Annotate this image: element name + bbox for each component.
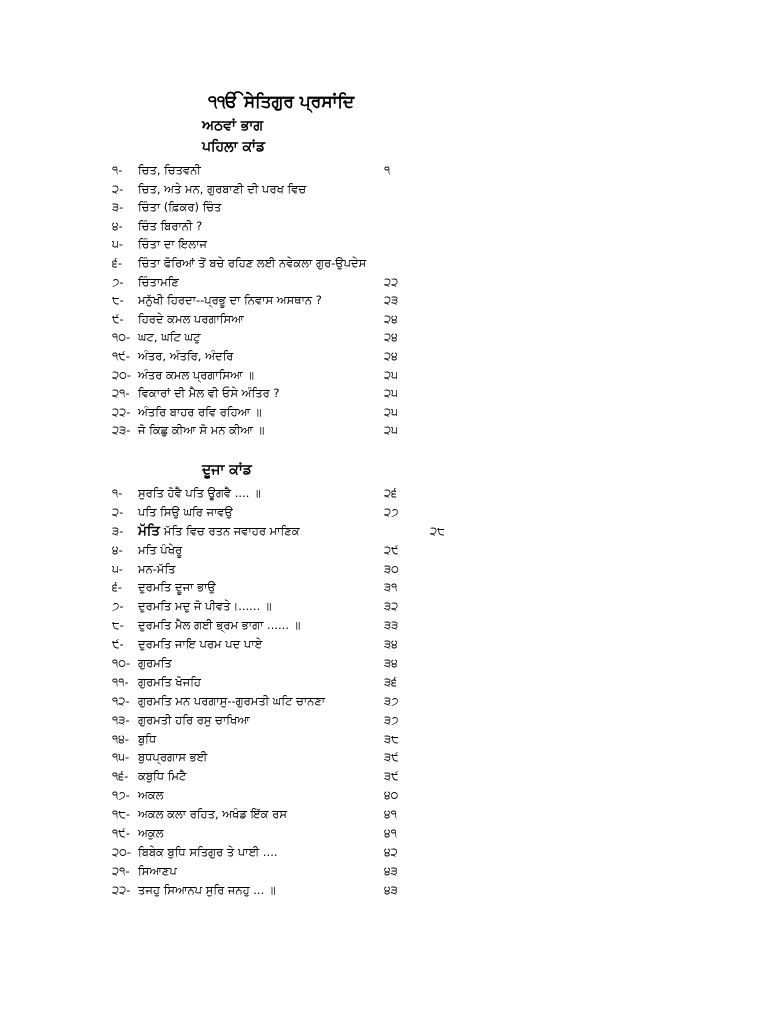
toc-entry-title <box>138 635 262 654</box>
toc-entry-text: ਚਿੰਤਾਮਣਿ <box>138 274 179 289</box>
toc-entry-title <box>138 254 366 273</box>
toc-entry-title <box>138 421 264 440</box>
toc-entry-page-number: ੩੨ <box>384 599 399 614</box>
toc-entry <box>112 384 452 403</box>
toc-entry-text: ਘਟ, ਘਟਿ ਘਟੁ <box>138 330 201 345</box>
toc-entry-text: ਚਿੰਤਾ ਫੋਰਿਆਂ ਤੋਂ ਬਚੇ ਰਹਿਣ ਲਈ ਨਵੇਕਲਾ ਗੁਰ-ਉਪਦੇਸ <box>138 255 367 270</box>
toc-entry <box>112 198 452 217</box>
toc-entry-text: ਬੁਧਪ੍ਰਗਾਸ ਭਈ <box>138 750 208 765</box>
toc-entry <box>112 235 452 254</box>
toc-entry-text: ਹਿਰਦੇ ਕਮਲ ਪਰਗਾਸਿਆ <box>138 311 244 326</box>
toc-entry-number: ੨੨- <box>112 404 131 419</box>
toc-entry-title <box>138 291 322 310</box>
toc-entry-title <box>138 881 276 900</box>
toc-entry-number: ੨੦- <box>112 844 132 859</box>
toc-entry-number: ੨੦- <box>112 367 132 382</box>
toc-entry-number: ੧੫- <box>112 750 130 765</box>
toc-entry <box>112 254 452 273</box>
toc-entry-number: ੩- <box>112 523 124 538</box>
toc-entry-page-number: ੩੮ <box>384 731 399 746</box>
toc-entry-page-number: ੪੩ <box>384 882 398 897</box>
toc-entry-page-number: ੧ <box>384 163 391 177</box>
toc-entry-text: ਅਕਲ ਕਲਾ ਰਹਿਤ, ਅਖੰਡ ਇੱਕ ਰਸ <box>138 807 287 822</box>
toc-entry-title <box>138 824 164 843</box>
toc-entry-title <box>138 748 207 767</box>
toc-entry-text: ਬੁਧਿ <box>138 731 157 746</box>
toc-entry-title <box>138 198 221 217</box>
toc-entry-text: ਗੁਰਮਤਿ ਮਨ ਪਰਗਾਸੁ--ਗੁਰਮਤੀ ਘਟਿ ਚਾਨਣਾ <box>138 693 326 708</box>
toc-entry-number: ੭- <box>112 599 124 614</box>
part-two-contents <box>112 484 452 900</box>
toc-entry-page-number: ੨੮ <box>430 523 445 538</box>
toc-entry-page-number: ੩੬ <box>384 674 398 689</box>
toc-entry-text: ਮੱਤਿ ਵਿਚ ਰਤਨ ਜਵਾਹਰ ਮਾਣਿਕ <box>163 523 300 538</box>
toc-entry-page-number: ੨੩ <box>384 293 399 308</box>
toc-entry-number: ੩- <box>112 200 124 215</box>
toc-entry-text: ਦੁਰਮਤਿ ਜਾਇ ਪਰਮ ਪਦ ਪਾਏ <box>138 637 263 652</box>
toc-entry-title <box>138 366 254 385</box>
toc-entry-page-number: ੨੫ <box>384 423 398 438</box>
toc-entry-page-number: ੨੫ <box>384 386 398 401</box>
toc-entry-number: ੪- <box>112 542 123 557</box>
toc-entry <box>112 541 452 560</box>
toc-entry <box>112 711 452 730</box>
toc-entry-text: ਕਬੁਧਿ ਮਿਟੈ <box>138 769 187 784</box>
toc-entry-title <box>138 310 244 329</box>
toc-entry-text: ਗੁਰਮਤਿ <box>138 656 172 671</box>
toc-entry <box>112 786 452 805</box>
toc-entry-number: ੧੨- <box>112 693 130 708</box>
toc-entry-title <box>138 217 202 236</box>
toc-entry-number: ੨੨- <box>112 882 131 897</box>
toc-entry-page-number: ੩੭ <box>384 693 399 708</box>
toc-entry-page-number: ੨੫ <box>384 404 398 419</box>
toc-entry-title <box>138 484 261 503</box>
toc-entry <box>112 310 452 329</box>
toc-entry <box>112 824 452 843</box>
toc-entry-text: ਦੁਰਮਤਿ ਦੂਜਾ ਭਾਉ <box>138 580 216 595</box>
toc-entry-page-number: ੪੦ <box>384 788 399 803</box>
toc-entry <box>112 730 452 749</box>
toc-entry-title <box>138 711 250 730</box>
toc-entry-title <box>138 161 201 180</box>
toc-entry-number: ੨੧- <box>112 863 130 878</box>
toc-entry-title <box>138 805 287 824</box>
toc-entry-page-number: ੪੨ <box>384 844 398 859</box>
toc-entry-text: ਪਤਿ ਸਿਉ ਘਰਿ ਜਾਵਉ <box>138 504 233 519</box>
toc-entry-number: ੧੦- <box>112 656 131 671</box>
toc-entry <box>112 347 452 366</box>
toc-entry-number: ੫- <box>112 561 123 576</box>
toc-entry <box>112 421 452 440</box>
toc-entry <box>112 881 452 900</box>
toc-entry-text: ਅਕੁਲ <box>138 826 164 841</box>
toc-entry-number: ੮- <box>112 618 124 633</box>
toc-entry-text: ਅੰਤਰ ਕਮਲ ਪ੍ਰਗਾਸਿਆ ॥ <box>138 367 254 382</box>
toc-entry-page-number: ੩੪ <box>384 656 398 671</box>
toc-entry <box>112 503 452 522</box>
toc-entry-page-number: ੩੦ <box>384 561 399 576</box>
toc-entry-number: ੨੧- <box>112 386 130 401</box>
toc-entry-title <box>138 578 216 597</box>
toc-entry-text: ਅੰਤਰਿ ਬਾਹਰ ਰਵਿ ਰਹਿਆ ॥ <box>138 404 262 419</box>
toc-entry-number: ੧੬- <box>112 769 129 784</box>
toc-entry-page-number: ੨੭ <box>384 504 399 519</box>
toc-entry-title <box>138 403 262 422</box>
toc-entry <box>112 273 452 292</box>
toc-entry-text: ਮਨ-ਮੱਤਿ <box>138 561 176 576</box>
document-subtitle: ਅਠਵਾਂ ਭਾਗ <box>202 118 264 134</box>
toc-entry <box>112 597 452 616</box>
toc-entry-number: ੭- <box>112 274 124 289</box>
toc-entry-number: ੮- <box>112 293 124 308</box>
toc-entry <box>112 616 452 635</box>
toc-entry-page-number: ੨੬ <box>384 486 398 500</box>
toc-entry-text: ਤਜਹੁ ਸਿਆਨਪ ਸੁਰਿ ਜਨਹੁ ... ॥ <box>138 882 276 897</box>
toc-entry-number: ੫- <box>112 237 123 252</box>
toc-entry <box>112 560 452 579</box>
toc-entry-number: ੨- <box>112 181 124 196</box>
toc-entry-page-number: ੩੯ <box>384 769 399 784</box>
toc-entry <box>112 692 452 711</box>
toc-entry-number: ੧- <box>112 486 123 500</box>
toc-entry-page-number: ੨੪ <box>384 330 398 345</box>
toc-entry-number: ੧੧- <box>112 674 129 689</box>
toc-entry <box>112 217 452 236</box>
toc-entry-text: ਵਿਕਾਰਾਂ ਦੀ ਮੈਲ ਵੀ ਓਸੇ ਅੰਤਿਰ ? <box>138 386 280 401</box>
toc-entry <box>112 862 452 881</box>
toc-entry-page-number: ੪੧ <box>384 807 397 822</box>
toc-entry-page-number: ੩੧ <box>384 580 398 595</box>
toc-entry-text: ਗੁਰਮਤੀ ਹਰਿ ਰਸੁ ਚਾਖਿਆ <box>138 712 250 727</box>
toc-entry-text: ਮਨੁੱਖੀ ਹਿਰਦਾ--ਪ੍ਰਭੂ ਦਾ ਨਿਵਾਸ ਅਸਥਾਨ ? <box>138 293 322 308</box>
toc-entry-title <box>138 235 207 254</box>
toc-entry-text: ਗੁਰਮਤਿ ਖੋਜਹਿ <box>138 674 201 689</box>
toc-entry-text: ਸਿਆਣਪ <box>138 863 177 878</box>
toc-entry-number: ੧੯- <box>112 348 130 363</box>
toc-entry-number: ੨੩- <box>112 423 131 438</box>
toc-entry-page-number: ੨੫ <box>384 367 398 382</box>
toc-entry <box>112 403 452 422</box>
toc-entry-text: ਮਤਿ ਪੰਖੇਰੂ <box>138 542 183 557</box>
toc-entry-text: ਅਕਲ <box>138 788 164 803</box>
toc-entry-number: ੬- <box>112 255 123 270</box>
toc-entry-number: ੧੩- <box>112 712 130 727</box>
toc-entry-number: ੧- <box>112 163 123 177</box>
toc-entry-title <box>138 843 278 862</box>
toc-entry-page-number: ੪੩ <box>384 863 398 878</box>
part-one-contents <box>112 161 452 440</box>
toc-entry <box>112 161 452 180</box>
toc-entry-text: ਦੁਰਮਤਿ ਮਦੁ ਜੋ ਪੀਵਤੇ।...... ॥ <box>138 599 272 614</box>
toc-entry-number: ੪- <box>112 218 123 233</box>
toc-entry-title <box>138 560 176 579</box>
toc-entry-text: ਚਿਤ, ਅਤੇ ਮਨ, ਗੁਰਬਾਣੀ ਦੀ ਪਰਖ ਵਿਚ <box>138 181 307 196</box>
toc-entry <box>112 180 452 199</box>
toc-entry-title <box>138 730 156 749</box>
toc-entry-text: ਸੁਰਤਿ ਹੋਵੈ ਪਤਿ ਊਗਵੈ .... ॥ <box>138 486 261 500</box>
toc-entry <box>112 291 452 310</box>
toc-entry-page-number: ੨੯ <box>384 542 399 557</box>
toc-entry-title <box>138 673 201 692</box>
toc-entry-title <box>138 767 186 786</box>
toc-entry-text: ਚਿੰਤਾ (ਫ਼ਿਕਰ) ਚਿੰਤ <box>138 200 222 215</box>
toc-entry-title <box>138 522 300 541</box>
toc-entry-title <box>138 273 179 292</box>
toc-entry-title <box>138 654 172 673</box>
toc-entry <box>112 843 452 862</box>
toc-entry-title <box>138 616 300 635</box>
toc-entry-page-number: ੪੧ <box>384 826 397 841</box>
toc-entry-number: ੯- <box>112 637 124 652</box>
toc-entry-emphasis: ਮੱਤਿ <box>138 522 160 539</box>
toc-entry-page-number: ੨੪ <box>384 348 398 363</box>
toc-entry-page-number: ੩੯ <box>384 750 399 765</box>
toc-entry <box>112 673 452 692</box>
toc-entry-number: ੧੦- <box>112 330 131 345</box>
toc-entry-page-number: ੩੩ <box>384 618 399 633</box>
toc-entry-number: ੧੯- <box>112 826 130 841</box>
toc-entry-title <box>138 597 272 616</box>
toc-entry-page-number: ੨੨ <box>384 274 399 289</box>
toc-entry <box>112 748 452 767</box>
toc-entry-text: ਦੁਰਮਤਿ ਮੈਲ ਗਈ ਭ੍ਰਮ ਭਾਗਾ ...... ॥ <box>138 618 301 633</box>
toc-entry-text: ਜੋ ਕਿਛੁ ਕੀਆ ਸੋ ਮਨ ਕੀਆ ॥ <box>138 423 265 438</box>
toc-entry <box>112 366 452 385</box>
toc-entry-number: ੯- <box>112 311 124 326</box>
toc-entry-text: ਅੰਤਰ, ਅੰਤਰਿ, ਅੰਦਰਿ <box>138 348 234 363</box>
toc-entry-title <box>138 541 182 560</box>
toc-entry-title <box>138 786 164 805</box>
part-one-heading: ਪਹਿਲਾ ਕਾਂਡ <box>202 139 266 155</box>
toc-entry <box>112 654 452 673</box>
toc-entry-number: ੬- <box>112 580 123 595</box>
toc-entry-page-number: ੩੪ <box>384 637 398 652</box>
toc-entry-text: ਚਿੰਤਾ ਦਾ ਇਲਾਜ <box>138 237 207 252</box>
document-title: ੧ੴ ਸੇਤਿਗੁਰ ਪ੍ਰਸਾਂਦਿ <box>208 92 355 112</box>
part-two-heading: ਦੂਜਾ ਕਾਂਡ <box>202 462 252 478</box>
toc-entry-title <box>138 328 200 347</box>
toc-entry-title <box>138 347 233 366</box>
toc-entry-text: ਬਿਬੇਕ ਬੁਧਿ ਸਤਿਗੁਰ ਤੇ ਪਾਈ .... <box>138 844 278 859</box>
toc-entry-title <box>138 862 177 881</box>
toc-entry <box>112 328 452 347</box>
toc-entry-number: ੧੪- <box>112 731 130 746</box>
toc-entry-title <box>138 384 280 403</box>
toc-entry <box>112 484 452 503</box>
toc-entry-number: ੧੭- <box>112 788 130 803</box>
toc-entry <box>112 805 452 824</box>
toc-entry-title <box>138 692 325 711</box>
toc-entry-text: ਚਿੰਤ ਬਿਰਾਨੀ ? <box>138 218 203 233</box>
toc-entry-text: ਚਿਤ, ਚਿਤਵਨੀ <box>138 163 201 177</box>
toc-entry <box>112 767 452 786</box>
toc-entry-number: ੨- <box>112 504 124 519</box>
toc-entry-page-number: ੩੭ <box>384 712 399 727</box>
toc-entry <box>112 635 452 654</box>
toc-entry <box>112 578 452 597</box>
toc-entry-title <box>138 180 306 199</box>
toc-entry-number: ੧੮- <box>112 807 130 822</box>
toc-entry-page-number: ੨੪ <box>384 311 398 326</box>
toc-entry <box>112 522 452 541</box>
toc-entry-title <box>138 503 233 522</box>
